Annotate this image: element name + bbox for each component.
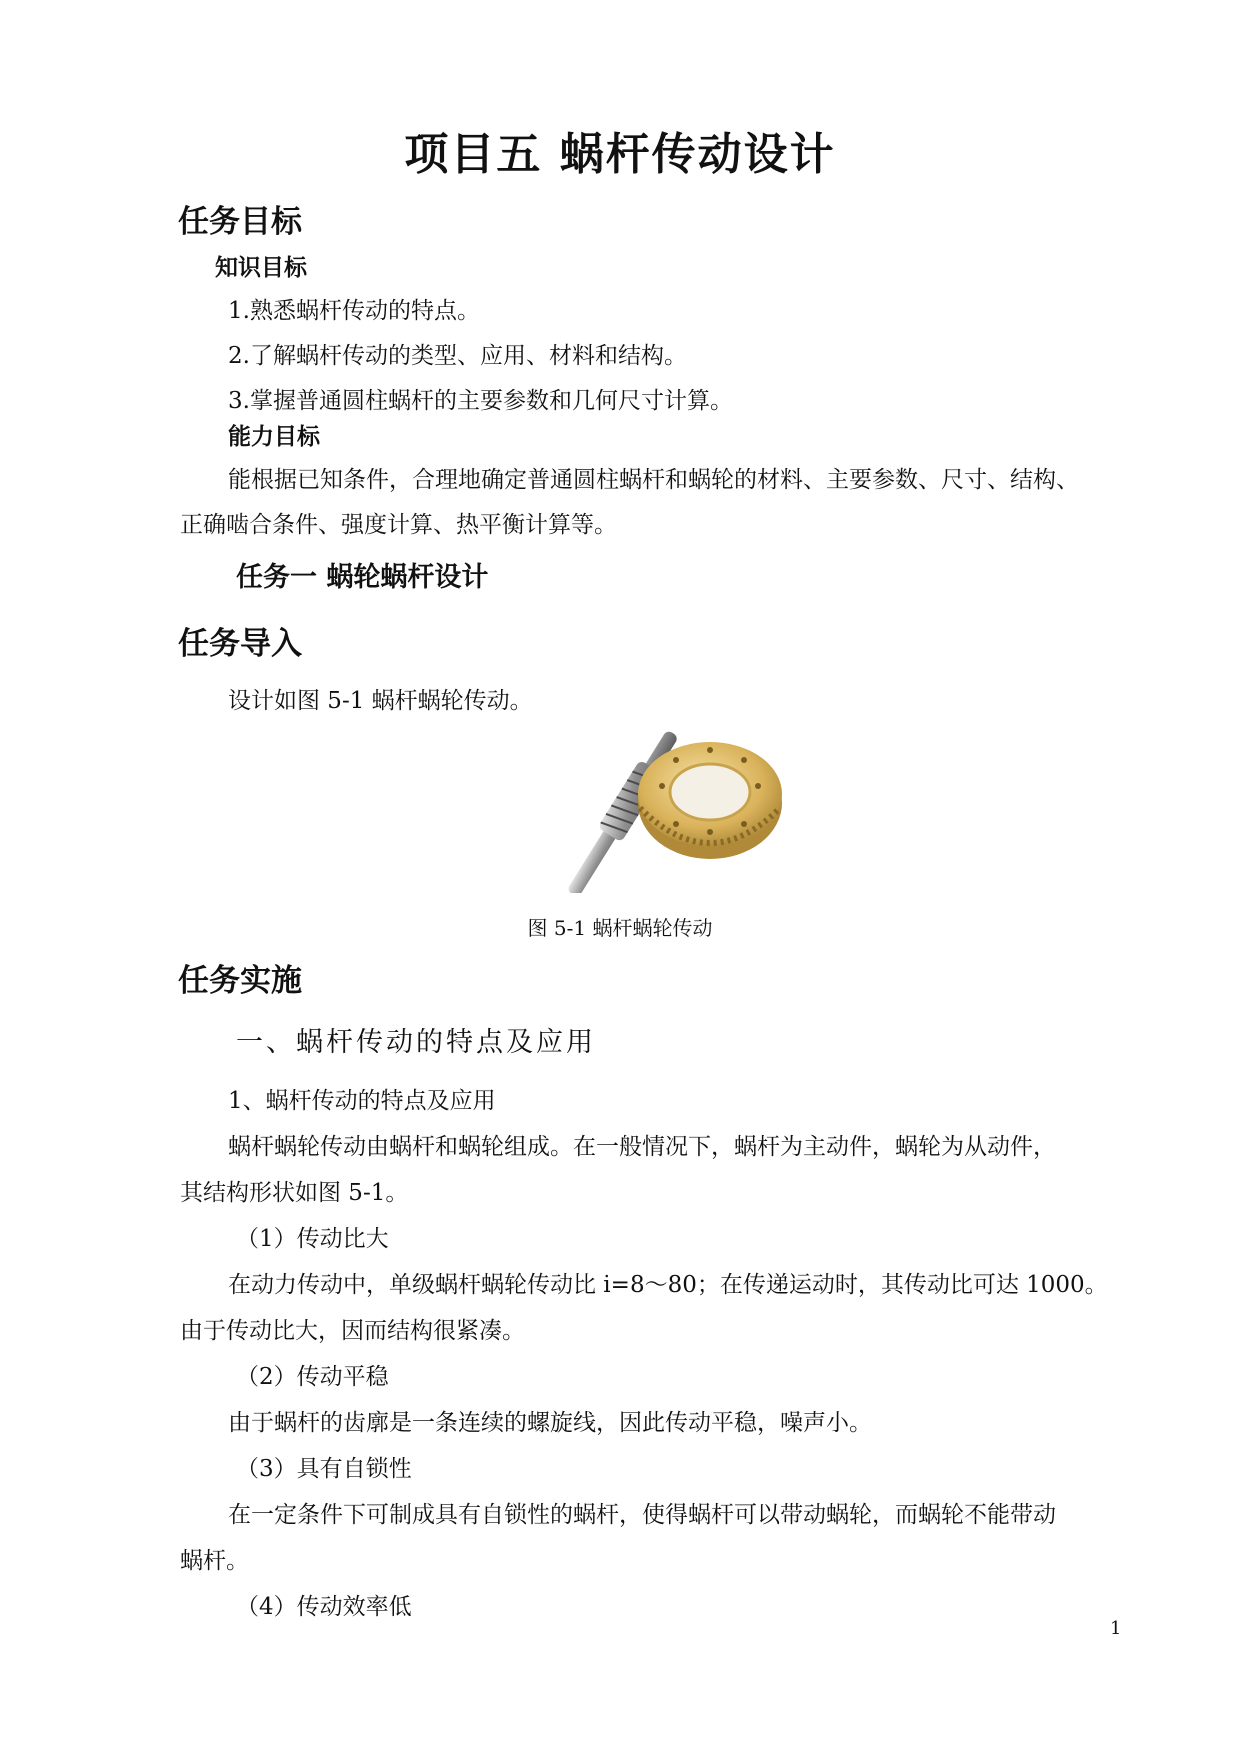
knowledge-item: 3.掌握普通圆柱蜗杆的主要参数和几何尺寸计算。 — [228, 388, 733, 414]
goals-heading: 任务目标 — [178, 204, 302, 240]
figure-caption: 图 5-1 蜗杆蜗轮传动 — [527, 916, 713, 940]
feature-heading: （4）传动效率低 — [236, 1594, 412, 1620]
page-title: 项目五 蜗杆传动设计 — [404, 129, 836, 180]
knowledge-item: 1.熟悉蜗杆传动的特点。 — [228, 298, 480, 324]
worm-wheel — [638, 742, 782, 859]
intro-heading: 任务导入 — [178, 626, 302, 662]
ability-text: 能根据已知条件，合理地确定普通圆柱蜗杆和蜗轮的材料、主要参数、尺寸、结构、 — [228, 467, 1079, 493]
worm-gear-figure — [540, 728, 790, 893]
feature-heading: （2）传动平稳 — [236, 1364, 389, 1390]
body-paragraph: 蜗杆。 — [180, 1548, 249, 1574]
body-paragraph: 由于蜗杆的齿廓是一条连续的螺旋线，因此传动平稳，噪声小。 — [228, 1410, 872, 1436]
body-paragraph: 在一定条件下可制成具有自锁性的蜗杆，使得蜗杆可以带动蜗轮，而蜗轮不能带动 — [228, 1502, 1056, 1528]
page-number: 1 — [1110, 1618, 1122, 1639]
intro-text: 设计如图 5-1 蜗杆蜗轮传动。 — [228, 688, 533, 714]
section-one-heading: 一、蜗杆传动的特点及应用 — [236, 1027, 596, 1058]
ability-text: 正确啮合条件、强度计算、热平衡计算等。 — [180, 512, 617, 538]
implement-heading: 任务实施 — [178, 963, 302, 999]
ability-goals-heading: 能力目标 — [228, 424, 320, 450]
task-one-heading: 任务一 蜗轮蜗杆设计 — [236, 562, 489, 593]
knowledge-item: 2.了解蜗杆传动的类型、应用、材料和结构。 — [228, 343, 687, 369]
body-paragraph: 蜗杆蜗轮传动由蜗杆和蜗轮组成。在一般情况下，蜗杆为主动件，蜗轮为从动件， — [228, 1134, 1056, 1160]
body-paragraph: 其结构形状如图 5-1。 — [180, 1180, 409, 1206]
feature-heading: （1）传动比大 — [236, 1226, 389, 1252]
knowledge-goals-heading: 知识目标 — [215, 255, 307, 281]
body-item: 1、蜗杆传动的特点及应用 — [228, 1088, 496, 1114]
body-paragraph: 由于传动比大，因而结构很紧凑。 — [180, 1318, 525, 1344]
feature-heading: （3）具有自锁性 — [236, 1456, 412, 1482]
body-paragraph: 在动力传动中，单级蜗杆蜗轮传动比 i=8～80；在传递运动时，其传动比可达 1000。 — [228, 1272, 1108, 1298]
